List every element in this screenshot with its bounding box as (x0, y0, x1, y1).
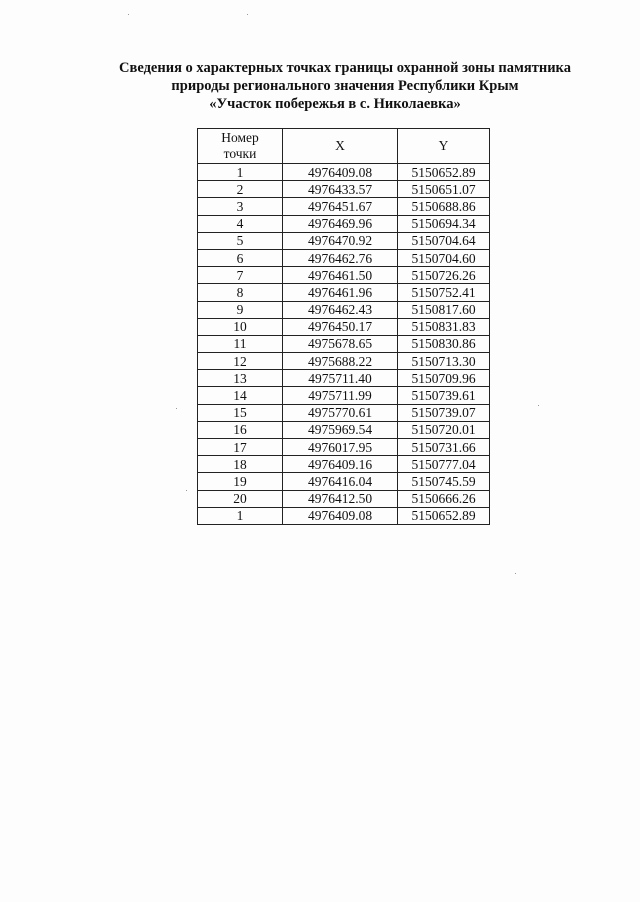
title-line-3: «Участок побережья в с. Николаевка» (209, 96, 461, 112)
cell-point-number: 8 (198, 284, 283, 301)
cell-x: 4975969.54 (283, 421, 398, 438)
cell-y: 5150704.64 (398, 232, 490, 249)
cell-point-number: 1 (198, 164, 283, 181)
table-row (198, 301, 490, 318)
table-row (198, 353, 490, 370)
table-row (198, 456, 490, 473)
cell-point-number: 15 (198, 404, 283, 421)
cell-x: 4976416.04 (283, 473, 398, 490)
cell-y: 5150694.34 (398, 215, 490, 232)
cell-point-number: 17 (198, 439, 283, 456)
cell-point-number: 18 (198, 456, 283, 473)
header-x: X (283, 129, 398, 164)
cell-x: 4976470.92 (283, 232, 398, 249)
table-row (198, 232, 490, 249)
table-row (198, 215, 490, 232)
cell-y: 5150752.41 (398, 284, 490, 301)
cell-y: 5150704.60 (398, 249, 490, 266)
title-line-2: природы регионального значения Республики Крым (171, 78, 519, 94)
cell-y: 5150739.61 (398, 387, 490, 404)
cell-point-number: 2 (198, 181, 283, 198)
cell-y: 5150830.86 (398, 335, 490, 352)
cell-y: 5150777.04 (398, 456, 490, 473)
cell-x: 4975711.40 (283, 370, 398, 387)
cell-point-number: 14 (198, 387, 283, 404)
cell-x: 4976017.95 (283, 439, 398, 456)
cell-y: 5150713.30 (398, 353, 490, 370)
cell-x: 4976469.96 (283, 215, 398, 232)
cell-x: 4976409.16 (283, 456, 398, 473)
cell-y: 5150831.83 (398, 318, 490, 335)
cell-point-number: 19 (198, 473, 283, 490)
table-row (198, 181, 490, 198)
table-row (198, 164, 490, 181)
scan-speck (128, 14, 129, 15)
table-header-row (198, 129, 490, 164)
cell-x: 4975711.99 (283, 387, 398, 404)
cell-y: 5150731.66 (398, 439, 490, 456)
cell-x: 4976433.57 (283, 181, 398, 198)
cell-y: 5150652.89 (398, 507, 490, 524)
scan-speck (186, 490, 187, 491)
cell-point-number: 4 (198, 215, 283, 232)
cell-x: 4976462.43 (283, 301, 398, 318)
table-row (198, 249, 490, 266)
cell-point-number: 11 (198, 335, 283, 352)
header-y: Y (398, 129, 490, 164)
cell-point-number: 3 (198, 198, 283, 215)
cell-y: 5150739.07 (398, 404, 490, 421)
cell-y: 5150726.26 (398, 267, 490, 284)
header-point-number: Номер точки (198, 129, 283, 164)
cell-point-number: 6 (198, 249, 283, 266)
table-row (198, 370, 490, 387)
table-row (198, 387, 490, 404)
cell-y: 5150745.59 (398, 473, 490, 490)
cell-y: 5150652.89 (398, 164, 490, 181)
document-title (0, 59, 640, 113)
cell-x: 4976461.96 (283, 284, 398, 301)
cell-y: 5150651.07 (398, 181, 490, 198)
table-row (198, 439, 490, 456)
table-row (198, 198, 490, 215)
cell-x: 4975678.65 (283, 335, 398, 352)
cell-y: 5150688.86 (398, 198, 490, 215)
cell-point-number: 7 (198, 267, 283, 284)
cell-y: 5150666.26 (398, 490, 490, 507)
cell-x: 4976462.76 (283, 249, 398, 266)
cell-x: 4976450.17 (283, 318, 398, 335)
cell-x: 4976409.08 (283, 164, 398, 181)
cell-x: 4976461.50 (283, 267, 398, 284)
table-row (198, 267, 490, 284)
cell-y: 5150709.96 (398, 370, 490, 387)
table-row (198, 507, 490, 524)
cell-x: 4975770.61 (283, 404, 398, 421)
table-row (198, 490, 490, 507)
scan-speck (176, 408, 177, 409)
table-row (198, 473, 490, 490)
cell-x: 4976412.50 (283, 490, 398, 507)
table-row (198, 335, 490, 352)
table-row (198, 318, 490, 335)
cell-point-number: 16 (198, 421, 283, 438)
cell-x: 4976451.67 (283, 198, 398, 215)
table-row (198, 404, 490, 421)
cell-point-number: 10 (198, 318, 283, 335)
cell-point-number: 20 (198, 490, 283, 507)
cell-x: 4975688.22 (283, 353, 398, 370)
cell-x: 4976409.08 (283, 507, 398, 524)
scan-speck (247, 14, 248, 15)
cell-point-number: 12 (198, 353, 283, 370)
cell-point-number: 5 (198, 232, 283, 249)
scan-speck (515, 573, 516, 574)
scan-speck (538, 405, 539, 406)
cell-y: 5150817.60 (398, 301, 490, 318)
cell-point-number: 13 (198, 370, 283, 387)
table-body (198, 164, 490, 525)
coordinates-table (197, 128, 490, 525)
table-row (198, 421, 490, 438)
title-line-1: Сведения о характерных точках границы охранной зоны памятника (119, 60, 571, 76)
cell-point-number: 1 (198, 507, 283, 524)
cell-y: 5150720.01 (398, 421, 490, 438)
cell-point-number: 9 (198, 301, 283, 318)
table-row (198, 284, 490, 301)
